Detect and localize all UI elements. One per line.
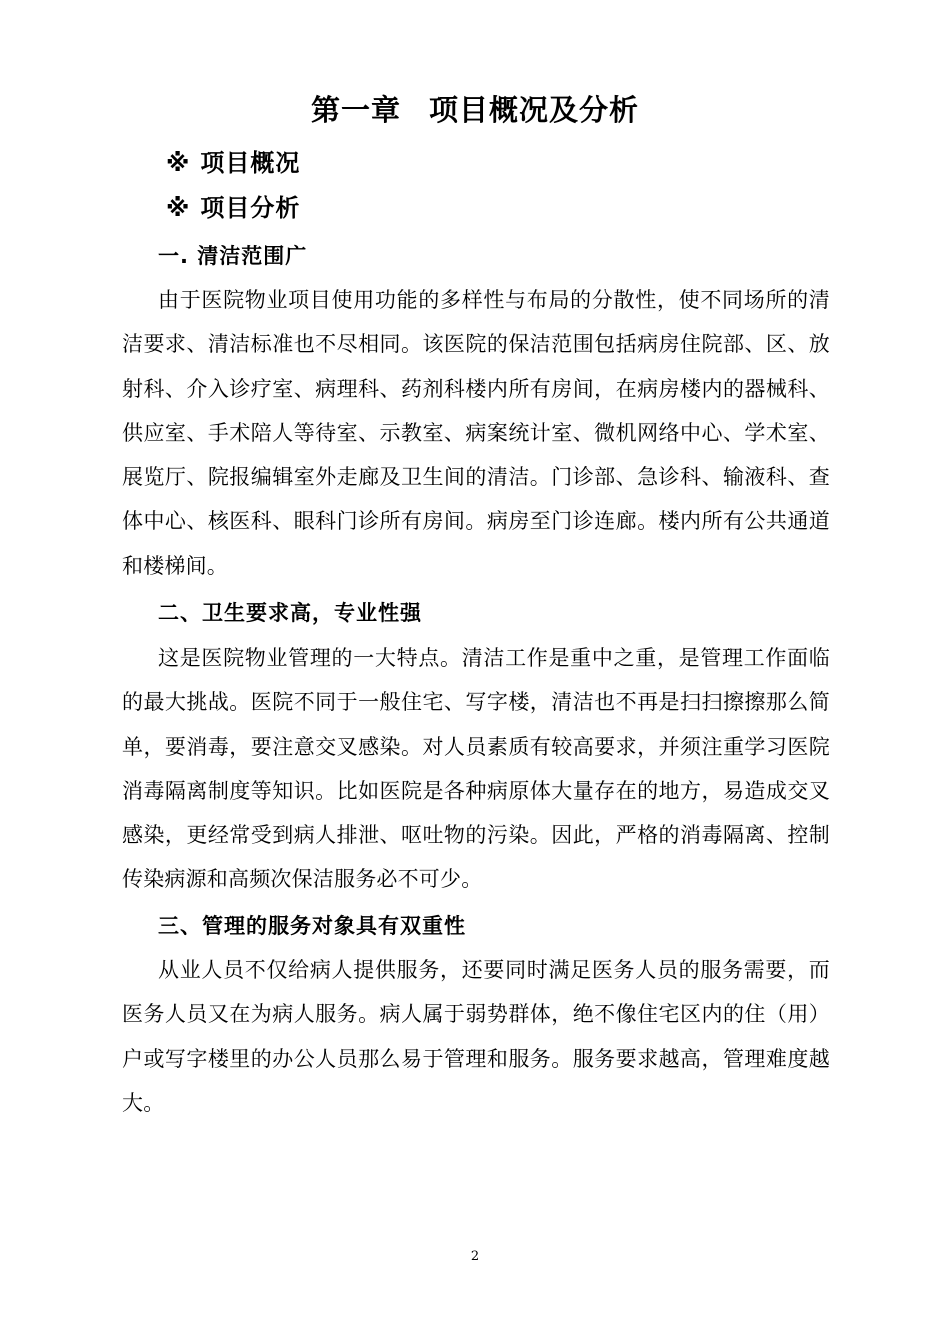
chapter-number: 第一章 xyxy=(310,93,401,127)
page-number: 2 xyxy=(470,1249,480,1264)
section-heading-dual-service-objects: 三、管理的服务对象具有双重性 xyxy=(158,914,466,938)
reference-mark-icon: ※ xyxy=(166,149,191,177)
section-body-cleaning-scope: 由于医院物业项目使用功能的多样性与布局的分散性，使不同场所的清洁要求、清洁标准也不尽相同。该医院的保洁范围包括病房住院部、区、放射科、介入诊疗室、病理科、药剂科楼内所有房间，在病房楼内的器械科、供应室、手术陪人等待室、示教室、病案统计室、微机网络中心、学术室、展览厅、院报编辑室外走廊及卫生间的清洁。门诊部、急诊科、输液科、查体中心、核医科、眼科门诊所有房间。病房至门诊连廊。楼内所有公共通道和楼梯间。 xyxy=(122,288,830,578)
section-heading-cleaning-scope: 一. 清洁范围广 xyxy=(158,244,308,268)
reference-mark-icon: ※ xyxy=(166,194,191,222)
section-body-hygiene-requirements: 这是医院物业管理的一大特点。清洁工作是重中之重，是管理工作面临的最大挑战。医院不同于一般住宅、写字楼，清洁也不再是扫扫擦擦那么简单，要消毒，要注意交叉感染。对人员素质有较高要求，并须注重学习医院消毒隔离制度等知识。比如医院是各种病原体大量存在的地方，易造成交叉感染，更经常受到病人排泄、呕吐物的污染。因此，严格的消毒隔离、控制传染病源和高频次保洁服务必不可少。 xyxy=(122,646,830,892)
bullet-item-analysis xyxy=(166,190,300,226)
chapter-title xyxy=(0,88,950,132)
bullet-label: 项目概况 xyxy=(200,149,301,177)
bullet-label: 项目分析 xyxy=(200,194,301,222)
section-body-dual-service-objects: 从业人员不仅给病人提供服务，还要同时满足医务人员的服务需要，而医务人员又在为病人服务。病人属于弱势群体，绝不像住宅区内的住（用）户或写字楼里的办公人员那么易于管理和服务。服务要求越高，管理难度越大。 xyxy=(122,958,830,1115)
section-heading-hygiene-requirements: 二、卫生要求高，专业性强 xyxy=(158,601,422,625)
bullet-item-overview xyxy=(166,145,300,181)
chapter-title-text: 项目概况及分析 xyxy=(429,93,640,127)
